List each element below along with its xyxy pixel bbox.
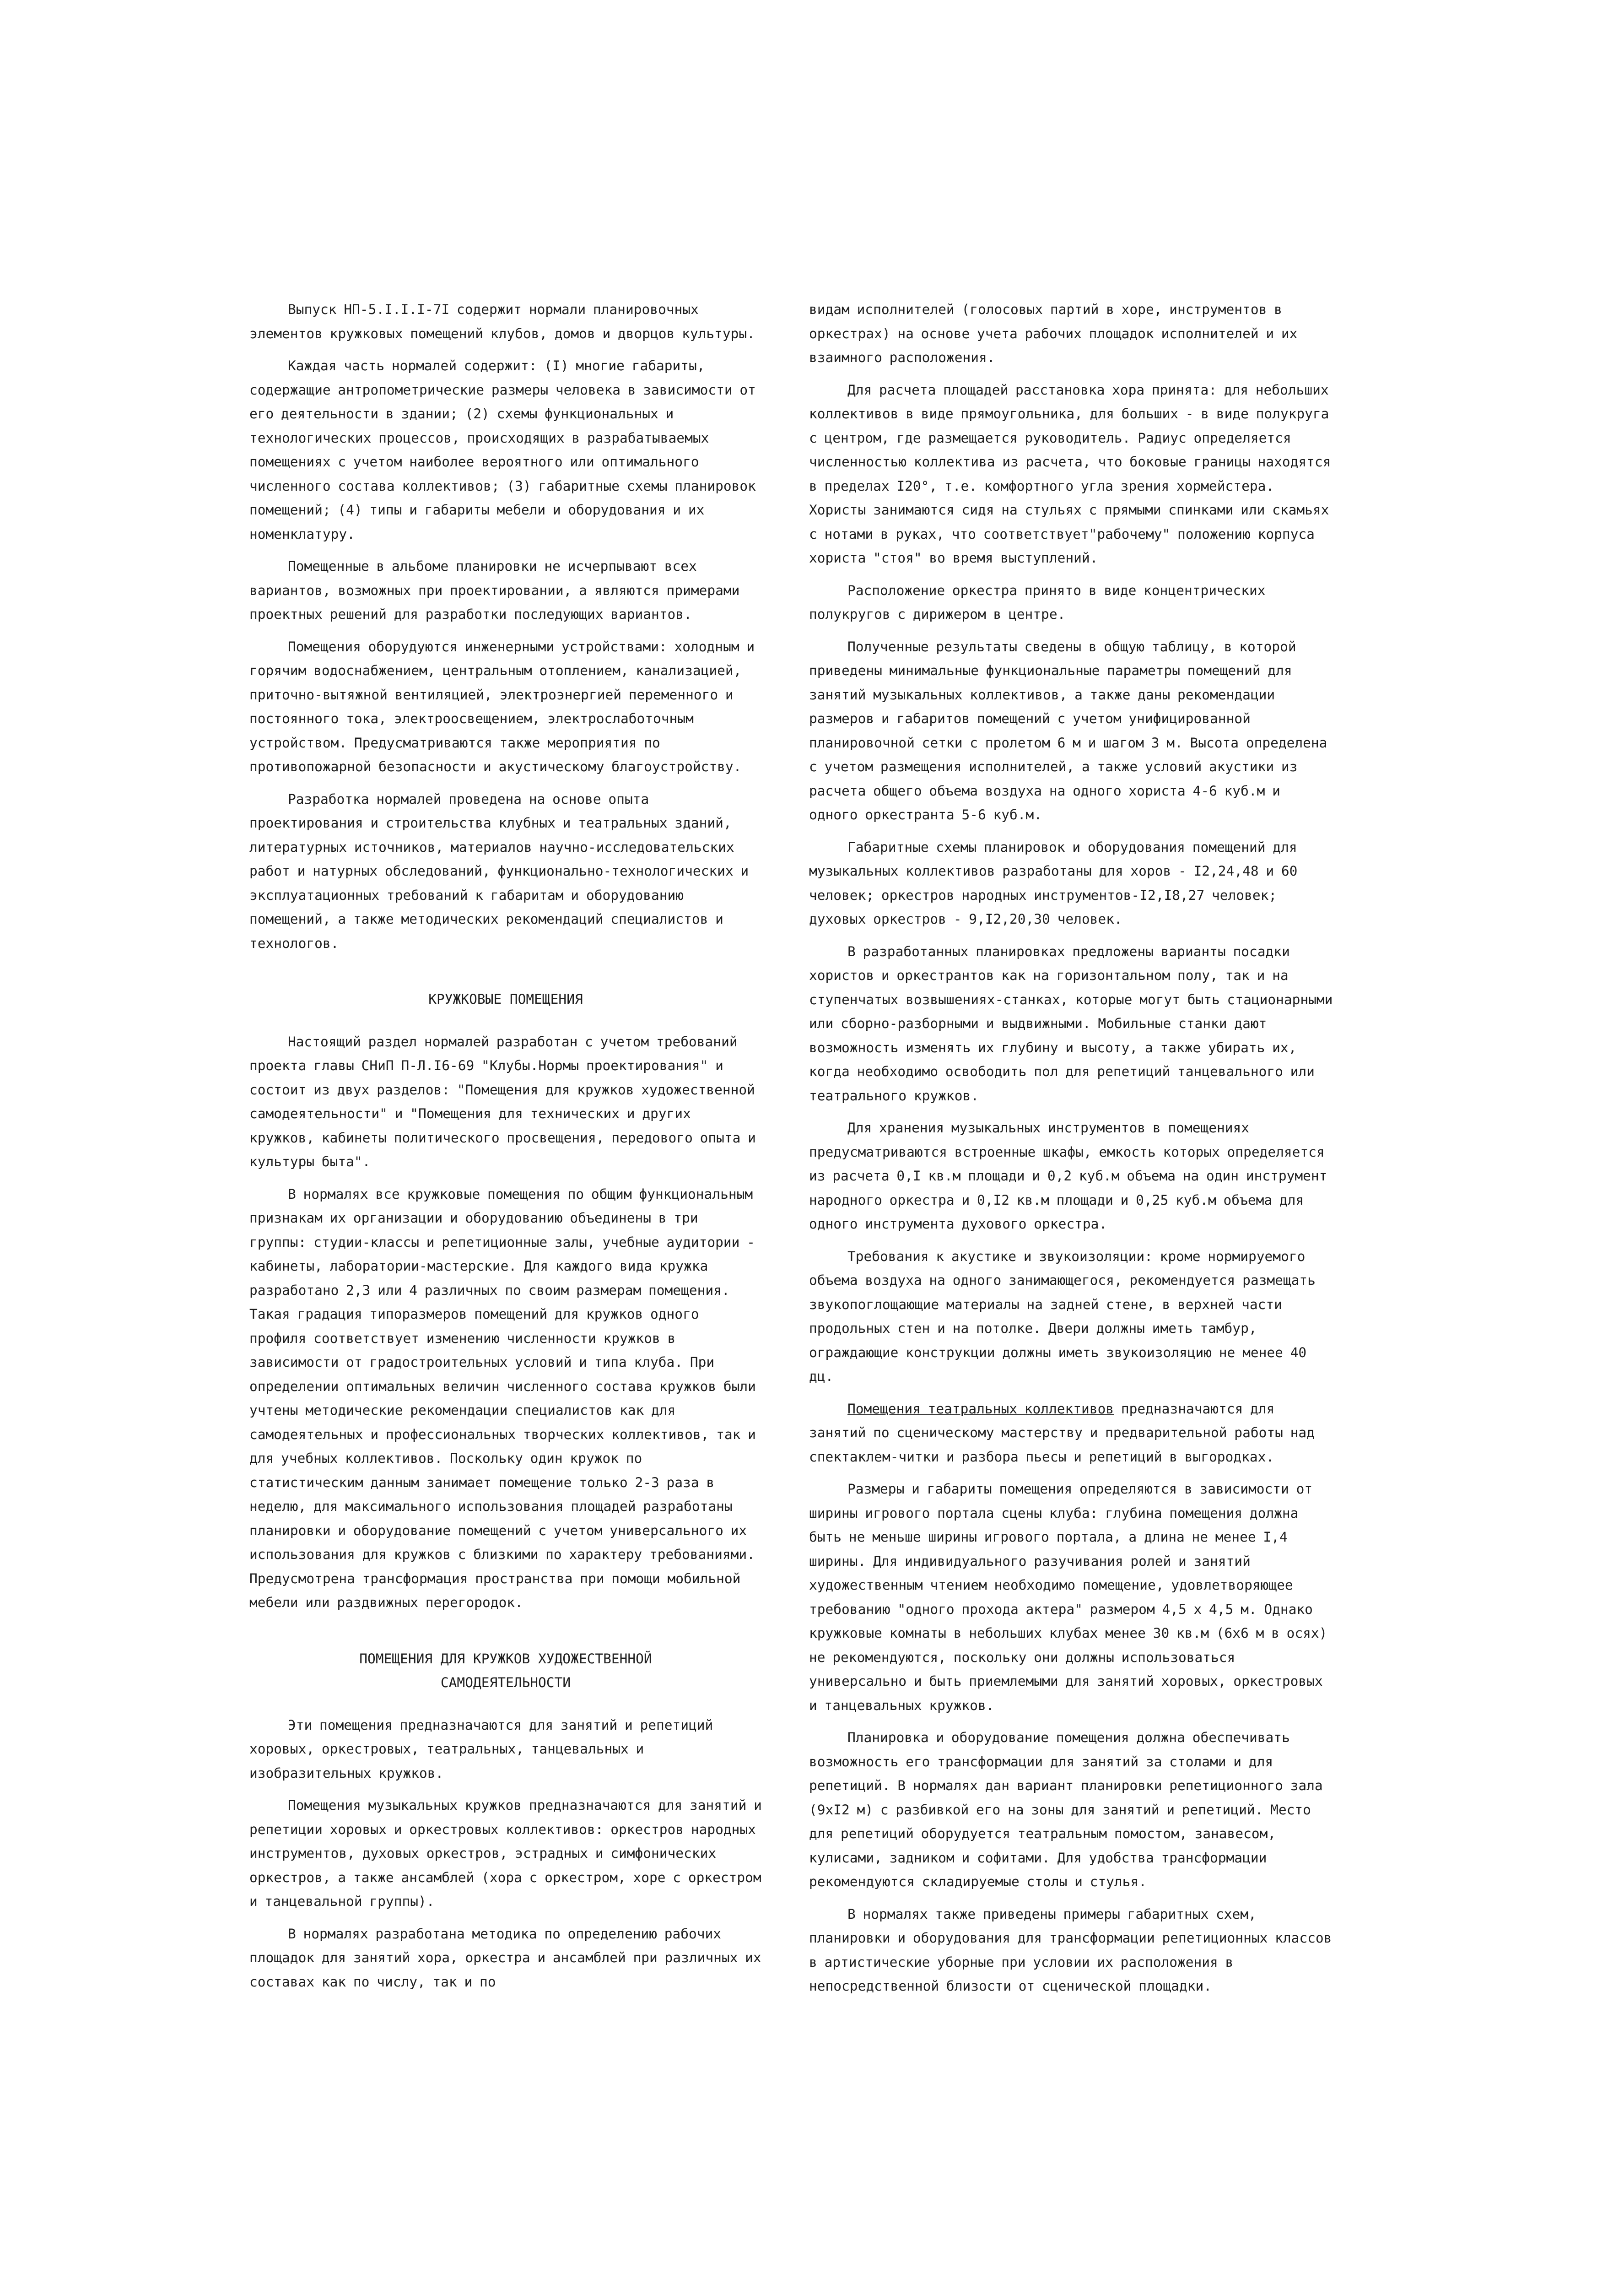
grouping-paragraph: В нормалях все кружковые помещения по общим функциональным признакам их организации и оборудованию объединены в три группы: студии-классы и репетиционные залы, учебные аудитории - кабинеты, лаборатории-мастерские. Для каждого вида кружка разработано 2,3 или 4 различных по своим размерам помещения. Такая градация типоразмеров помещений для кружков одного профиля соответствует изменению численности кружков в зависимости от градостроительных условий и типа клуба. При определении оптимальных величин численного состава кружков были учтены методические рекомендации специалистов как для самодеятельных и профессиональных творческих коллективов, так и для учебных коллективов. Поскольку один кружок по статистическим данным занимает помещение только 2-3 раза в неделю, для максимального использования площадей разработаны планировки и оборудование помещений с учетом универсального их использования для кружков с близкими по характеру требованиями. Предусмотрена трансформация пространства при помощи мобильной мебели или раздвижных перегородок. bbox=[249, 1186, 756, 1610]
choir-layout-paragraph: Для расчета площадей расстановка хора принята: для небольших коллективов в виде прямоугольника, для больших - в виде полукруга с центром, где размещается руководитель. Радиус определяется численностью коллектива из расчета, что боковые границы находятся в пределах I20°, т.е. комфортного угла зрения хормейстера. Хористы занимаются сидя на стульях с прямыми спинками или скамьях с нотами в руках, что соответствует"рабочему" положению корпуса хориста "стоя" во время выступлений. bbox=[809, 382, 1331, 566]
layouts-paragraph: Помещенные в альбоме планировки не исчерпывают всех вариантов, возможных при проектировании, а являются примерами проектных решений для разработки последующих вариантов. bbox=[249, 558, 740, 622]
acoustics-paragraph: Требования к акустике и звукоизоляции: кроме нормируемого объема воздуха на одного занимающегося, рекомендуется размещать звукопоглощающие материалы на задней стене, в верхней части продольных стен и на потолке. Двери должны иметь тамбур, ограждающие конструкции должны иметь звукоизоляцию не менее 40 дц. bbox=[809, 1248, 1316, 1384]
continuation-paragraph: видам исполнителей (голосовых партий в хоре, инструментов в оркестрах) на основе учета рабочих площадок исполнителей и их взаимного расположения. bbox=[809, 302, 1298, 365]
theatre-sizes-paragraph: Размеры и габариты помещения определяются в зависимости от ширины игрового портала сцены клуба: глубина помещения должна быть не меньше ширины игрового портала, а длина не менее I,4 ширины. Для индивидуального разучивания ролей и занятий художественным чтением необходимо помещение, удовлетворяющее требованию "одного прохода актера" размером 4,5 х 4,5 м. Однако кружковые комнаты в небольших клубах менее 30 кв.м (6х6 м в осях) не рекомендуются, поскольку они должны использоваться универсально и быть приемлемыми для занятий хоровых, оркестровых и танцевальных кружков. bbox=[809, 1481, 1327, 1713]
development-paragraph: Разработка нормалей проведена на основе опыта проектирования и строительства клубных и театральных зданий, литературных источников, материалов научно-исследовательских работ и натурных обследований, функционально-технологических и эксплуатационных требований к габаритам и оборудованию помещений, а также методических рекомендаций специалистов и технологов. bbox=[249, 791, 749, 951]
art-rooms-paragraph: Эти помещения предназначаются для занятий и репетиций хоровых, оркестровых, театральных, танцевальных и изобразительных кружков. bbox=[249, 1717, 713, 1781]
intro-paragraph: Выпуск НП-5.I.I.I-7I содержит нормали планировочных элементов кружковых помещений клубов, домов и дворцов культуры. bbox=[249, 302, 755, 341]
transformation-paragraph: Планировка и оборудование помещения должна обеспечивать возможность его трансформации для занятий за столами и для репетиций. В нормалях дан вариант планировки репетиционного зала (9хI2 м) с разбивкой его на зоны для занятий и репетиций. Место для репетиций оборудуется театральным помостом, занавесом, кулисами, задником и софитами. Для удобства трансформации рекомендуются складируемые столы и стулья. bbox=[809, 1730, 1323, 1889]
orchestra-layout-paragraph: Расположение оркестра принято в виде концентрических полукругов с дирижером в центре. bbox=[809, 582, 1266, 622]
section-intro-paragraph: Настоящий раздел нормалей разработан с учетом требований проекта главы СНиП П-Л.I6-69 "Клубы.Нормы проектирования" и состоит из двух разделов: "Помещения для кружков художественной самодеятельности" и "Помещения для технических и других кружков, кабинеты политического просвещения, передового опыта и культуры быта". bbox=[249, 1034, 756, 1169]
left-column bbox=[249, 298, 762, 2002]
methodology-paragraph: В нормалях разработана методика по определению рабочих площадок для занятий хора, оркестра и ансамблей при различных их составах как по числу, так и по bbox=[249, 1926, 761, 1990]
engineering-paragraph: Помещения оборудуются инженерными устройствами: холодным и горячим водоснабжением, центральным отоплением, канализацией, приточно-вытяжной вентиляцией, электроэнергией переменного и постоянного тока, электроосвещением, электрослаботочным устройством. Предусматриваются также мероприятия по противопожарной безопасности и акустическому благоустройству. bbox=[249, 639, 755, 774]
theatre-rooms-title: Помещения театральных коллективов bbox=[847, 1401, 1114, 1417]
storage-paragraph: Для хранения музыкальных инструментов в помещениях предусматриваются встроенные шкафы, емкость которых определяется из расчета 0,I кв.м площади и 0,2 куб.м объема на один инструмент народного оркестра и 0,I2 кв.м площади и 0,25 куб.м объема для одного инструмента духового оркестра. bbox=[809, 1120, 1327, 1232]
examples-paragraph: В нормалях также приведены примеры габаритных схем, планировки и оборудования для трансформации репетиционных классов в артистические уборные при условии их расположения в непосредственной близости от сценической площадки. bbox=[809, 1906, 1332, 1994]
theatre-rooms-text: предназначаются для занятий по сценическому мастерству и предварительной работы над спектаклем-читки и разбора пьесы и репетиций в выгородках. bbox=[809, 1401, 1315, 1465]
section-heading-text: КРУЖКОВЫЕ ПОМЕЩЕНИЯ bbox=[428, 991, 583, 1007]
stages-paragraph: В разработанных планировках предложены варианты посадки хористов и оркестрантов как на горизонтальном полу, так и на ступенчатых возвышениях-станках, которые могут быть стационарными или сборно-разборными и выдвижными. Мобильные станки дают возможность изменять их глубину и высоту, а также убирать их, когда необходимо освободить пол для репетиций танцевального или театрального кружков. bbox=[809, 943, 1333, 1104]
right-column bbox=[809, 298, 1335, 2007]
theatre-rooms-paragraph bbox=[809, 1397, 1335, 1469]
contents-paragraph: Каждая часть нормалей содержит: (I) многие габариты, содержащие антропометрические размеры человека в зависимости от его деятельности в здании; (2) схемы функциональных и технологических процессов, происходящих в разрабатываемых помещениях с учетом наиболее вероятного или оптимального численного состава коллективов; (3) габаритные схемы планировок помещений; (4) типы и габариты мебели и оборудования и их номенклатуру. bbox=[249, 358, 756, 542]
section-heading-circle-rooms bbox=[249, 987, 762, 1012]
section-heading-art-circles bbox=[249, 1647, 762, 1695]
results-table-paragraph: Полученные результаты сведены в общую таблицу, в которой приведены минимальные функциональные параметры помещений для занятий музыкальных коллективов, а также даны рекомендации размеров и габаритов помещений с учетом унифицированной планировочной сетки с пролетом 6 м и шагом 3 м. Высота определена с учетом размещения исполнителей, а также условий акустики из расчета общего объема воздуха на одного хориста 4-6 куб.м и одного оркестранта 5-6 куб.м. bbox=[809, 639, 1327, 823]
music-rooms-paragraph: Помещения музыкальных кружков предназначаются для занятий и репетиции хоровых и оркестровых коллективов: оркестров народных инструментов, духовых оркестров, эстрадных и симфонических оркестров, а также ансамблей (хора с оркестром, хоре с оркестром и танцевальной группы). bbox=[249, 1797, 762, 1909]
section-heading-line-2: САМОДЕЯТЕЛЬНОСТИ bbox=[440, 1675, 571, 1690]
schemes-paragraph: Габаритные схемы планировок и оборудования помещений для музыкальных коллективов разработаны для хоров - I2,24,48 и 60 человек; оркестров народных инструментов-I2,I8,27 человек; духовых оркестров - 9,I2,20,30 человек. bbox=[809, 839, 1298, 927]
section-heading-line-1: ПОМЕЩЕНИЯ ДЛЯ КРУЖКОВ ХУДОЖЕСТВЕННОЙ bbox=[359, 1651, 652, 1667]
